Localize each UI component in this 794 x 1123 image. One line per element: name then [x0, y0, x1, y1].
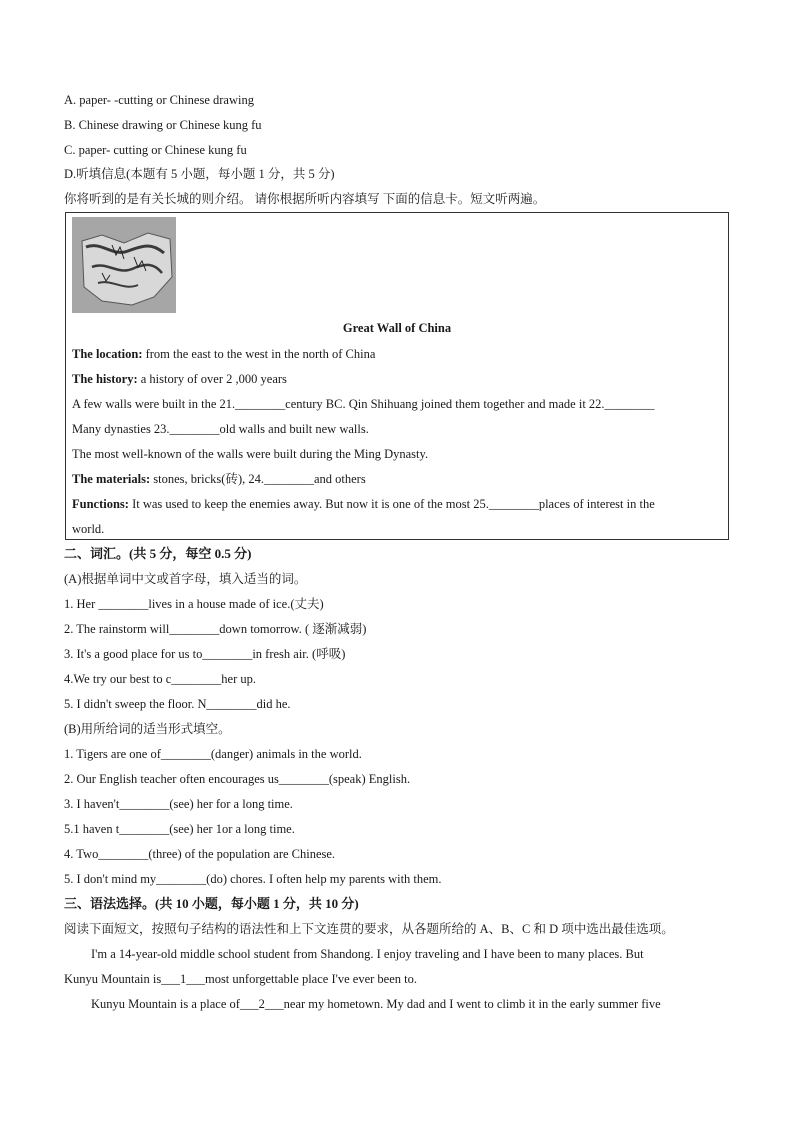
functions-line-2: world.: [72, 522, 105, 536]
section-d-title: D.听填信息(本题有 5 小题，每小题 1 分，共 5 分): [64, 167, 335, 181]
materials-label: The materials:: [72, 472, 151, 486]
materials-line: [72, 471, 366, 487]
passage-paragraph-1-cont: Kunyu Mountain is___1___most unforgettable place I've ever been to.: [64, 972, 417, 986]
part-b-title: (B)用所给词的适当形式填空。: [64, 722, 231, 736]
part-a-item: 4.We try our best to c________her up.: [64, 672, 257, 686]
history-line: [72, 371, 287, 387]
option-c: C. paper- cutting or Chinese kung fu: [64, 143, 247, 157]
history-label: The history:: [72, 372, 138, 386]
info-card: [65, 212, 729, 540]
location-text: from the east to the west in the north of China: [142, 347, 376, 361]
walls-line: A few walls were built in the 21.________century BC. Qin Shihuang joined them together and made it 22.________: [72, 397, 655, 411]
section-d-instruction: 你将听到的是有关长城的则介绍。 请你根据所听内容填写 下面的信息卡。短文听两遍。: [64, 192, 546, 206]
functions-text: It was used to keep the enemies away. But now it is one of the most 25.________places of interest in the: [128, 497, 655, 511]
section-3-title: 三、语法选择。(共 10 小题，每小题 1 分，共 10 分): [64, 896, 359, 911]
ming-line: The most well-known of the walls were built during the Ming Dynasty.: [72, 447, 429, 461]
part-a-title: (A)根据单词中文或首字母，填入适当的词。: [64, 572, 307, 586]
part-a-item: 1. Her ________lives in a house made of ice.(丈夫): [64, 597, 324, 611]
location-line: [72, 346, 375, 362]
part-a-item: 2. The rainstorm will________down tomorrow. ( 逐渐减弱): [64, 622, 367, 636]
great-wall-image: [72, 217, 176, 313]
passage-paragraph-2: Kunyu Mountain is a place of___2___near my hometown. My dad and I went to climb it in the early summer five: [91, 997, 661, 1011]
option-b: B. Chinese drawing or Chinese kung fu: [64, 118, 262, 132]
section-2-title: 二、词汇。(共 5 分，每空 0.5 分): [64, 546, 252, 561]
dynasties-line: Many dynasties 23.________old walls and built new walls.: [72, 422, 369, 436]
history-text: a history of over 2 ,000 years: [137, 372, 287, 386]
part-a-item: 5. I didn't sweep the floor. N________did he.: [64, 697, 291, 711]
materials-text: stones, bricks(砖), 24.________and others: [150, 472, 366, 486]
card-title: Great Wall of China: [342, 321, 452, 335]
part-b-item: 5.1 haven t________(see) her 1or a long time.: [64, 822, 295, 836]
part-b-item: 3. I haven't________(see) her for a long time.: [64, 797, 293, 811]
part-b-item: 4. Two________(three) of the population are Chinese.: [64, 847, 336, 861]
functions-label: Functions:: [72, 497, 129, 511]
option-a: A. paper- -cutting or Chinese drawing: [64, 93, 254, 107]
section-3-instruction: 阅读下面短文，按照句子结构的语法性和上下文连贯的要求，从各题所给的 A、B、C 和 D 项中选出最佳选项。: [64, 922, 674, 936]
part-b-item: 1. Tigers are one of________(danger) animals in the world.: [64, 747, 362, 761]
functions-line: [72, 496, 655, 512]
location-label: The location:: [72, 347, 143, 361]
part-a-item: 3. It's a good place for us to________in fresh air. (呼吸): [64, 647, 346, 661]
part-b-item: 5. I don't mind my________(do) chores. I often help my parents with them.: [64, 872, 442, 886]
passage-paragraph-1: I'm a 14-year-old middle school student from Shandong. I enjoy traveling and I have been to many places. But: [91, 947, 644, 961]
great-wall-illustration: [72, 217, 176, 313]
part-b-item: 2. Our English teacher often encourages us________(speak) English.: [64, 772, 411, 786]
